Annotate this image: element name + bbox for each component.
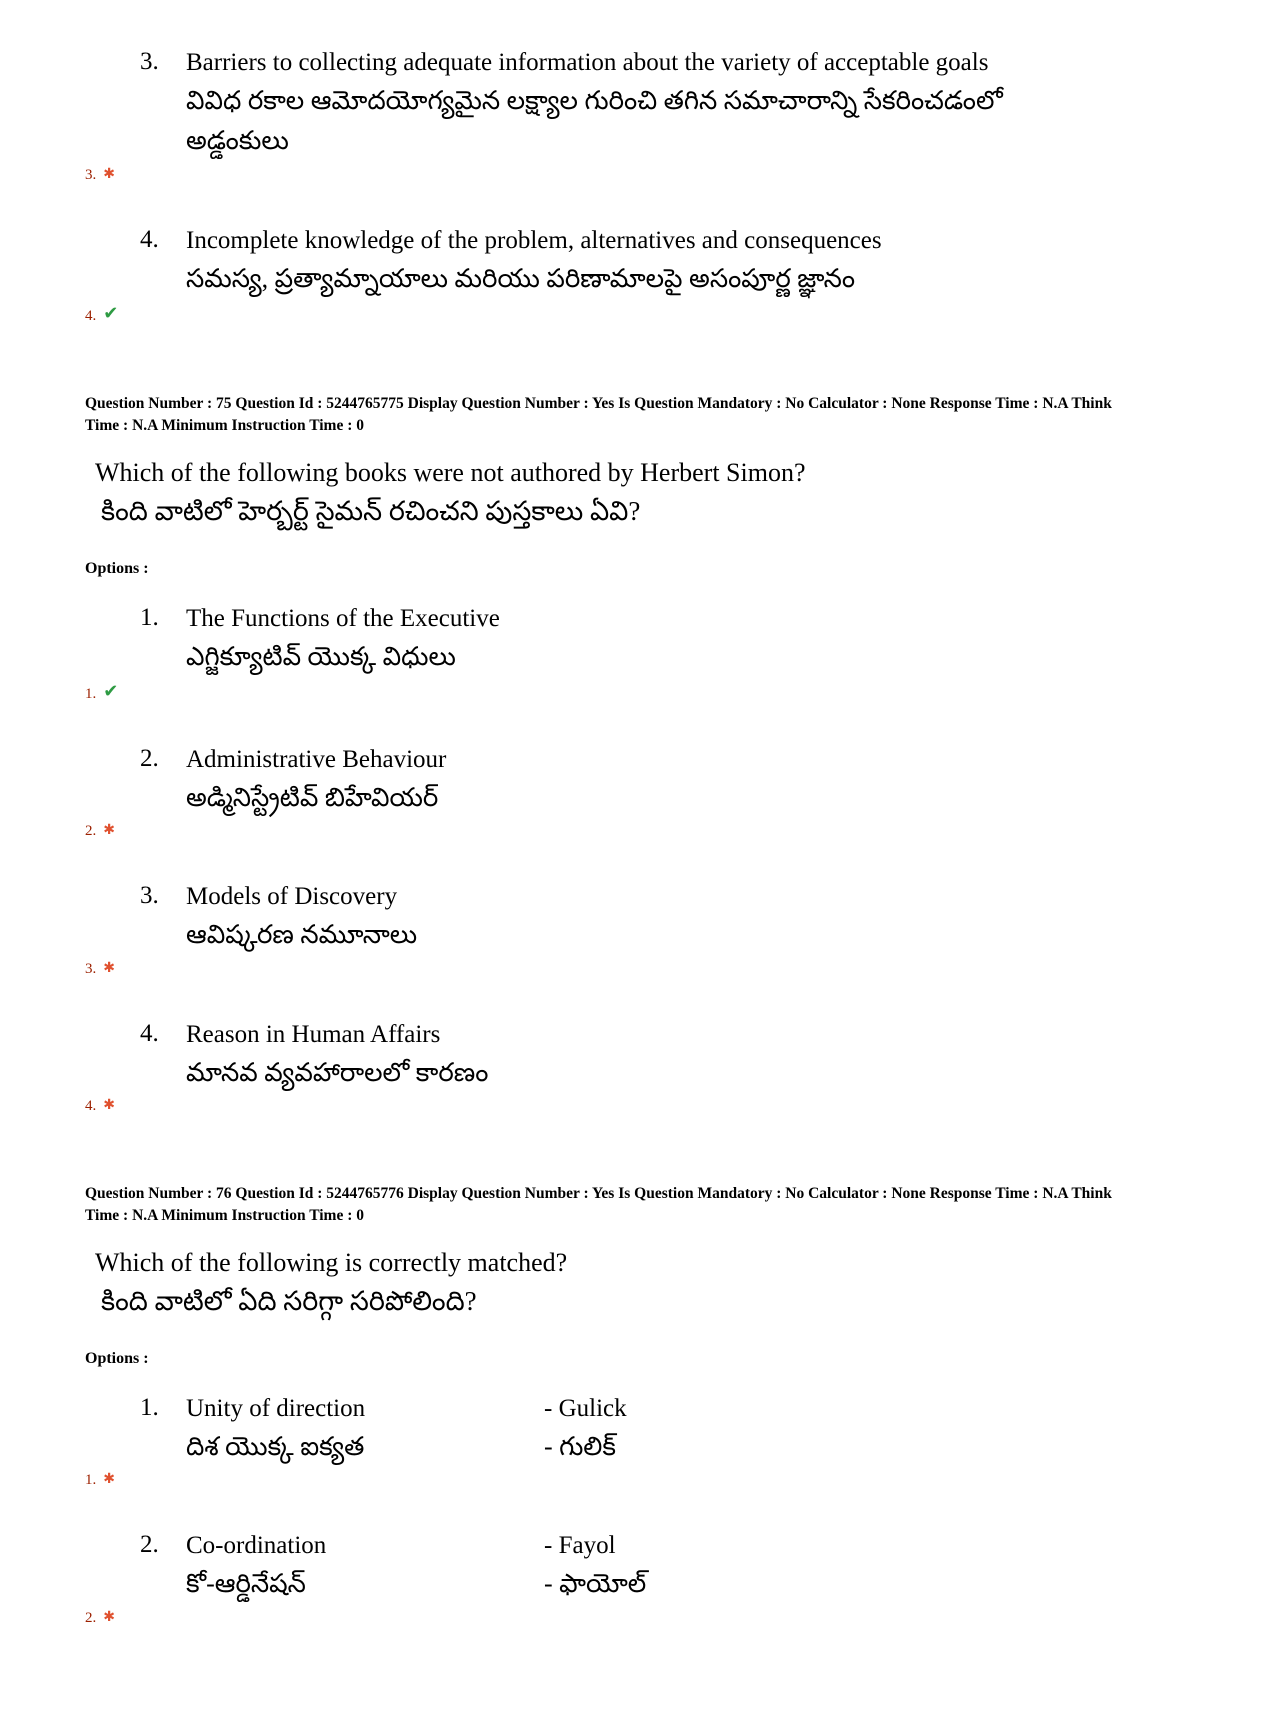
option-text-en: The Functions of the Executive [186,604,500,632]
answer-mark-icon: ✱ [103,1098,115,1114]
option-number: 2. [140,745,159,773]
option-match-te: - ఫాయోల్ [544,1569,647,1599]
answer-status [85,1097,1185,1115]
answer-status [85,303,1185,325]
option-text-te: కో-ఆర్డినేషన్ [186,1569,306,1599]
question-metadata: Question Number : 75 Question Id : 5244765775 Display Question Number : Yes Is Question Mandatory : No Calculator : None Response Time : N.A Think Time : N.A Minimum Instruction Time : 0 [85,394,1112,435]
answer-status [85,166,1185,184]
option-text-en: Unity of direction [186,1394,366,1422]
answer-mark-icon: ✱ [103,166,115,182]
option-text-te: ఆవిష్కరణ నమూనాలు [186,920,418,950]
option-number: 3. [140,882,159,910]
option-text-te: అడ్మినిస్ట్రేటివ్ బిహేవియర్ [186,783,439,813]
question-76 [85,1183,1185,1627]
option-text-en: Incomplete knowledge of the problem, alternatives and consequences [186,226,882,254]
option-number: 3. [140,48,159,75]
status-number: 4. [85,307,97,324]
status-number: 4. [85,1098,97,1115]
status-number: 1. [85,686,97,703]
options-label: Options : [85,1349,149,1367]
answer-mark-icon: ✔ [103,302,119,323]
answer-status [85,681,1185,703]
option-block [85,1529,1185,1626]
option-match-te: - గులిక్ [544,1431,616,1461]
answer-mark-icon: ✱ [103,823,115,839]
status-number: 1. [85,1472,97,1489]
previous-question-options [85,46,1185,325]
answer-mark-icon: ✔ [103,681,119,702]
option-block [85,602,1185,703]
answer-mark-icon: ✱ [103,1472,115,1488]
answer-status [85,1609,1185,1627]
question-75 [85,393,1185,1115]
option-text-en: Co-ordination [186,1532,327,1560]
option-text-te: ఎగ్జిక్యూటివ్ యొక్క విధులు [186,641,456,671]
option-text-te: మానవ వ్యవహారాలలో కారణం [186,1057,489,1087]
option-match-en: - Gulick [544,1394,627,1422]
answer-mark-icon: ✱ [103,1609,115,1625]
status-number: 3. [85,166,97,183]
status-number: 2. [85,823,97,840]
option-block [85,1392,1185,1489]
question-text-en: Which of the following is correctly matched? [95,1247,568,1277]
option-block [85,46,1185,184]
question-text-te: కింది వాటిలో హెర్బర్ట్ సైమన్ రచించని పుస్తకాలు ఏవి? [101,495,641,526]
options-label: Options : [85,559,149,577]
option-match-en: - Fayol [544,1532,616,1560]
option-number: 1. [140,1393,159,1421]
answer-status [85,960,1185,978]
option-number: 2. [140,1531,159,1559]
option-text-en: Administrative Behaviour [186,746,447,774]
option-block [85,743,1185,840]
answer-mark-icon: ✱ [103,960,115,976]
question-text-te: కింది వాటిలో ఏది సరిగ్గా సరిపోలింది? [101,1285,477,1316]
option-text-te: వివిధ రకాల ఆమోదయోగ్యమైన లక్ష్యాల గురించి తగిన సమాచారాన్ని సేకరించడంలో అడ్డంకులు [186,86,1003,156]
option-block [85,1018,1185,1115]
status-number: 2. [85,1609,97,1626]
option-text-te: సమస్య, ప్రత్యామ్నాయాలు మరియు పరిణామాలపై అసంపూర్ణ జ్ఞానం [186,263,856,293]
option-number: 4. [140,225,159,253]
answer-status [85,822,1185,840]
status-number: 3. [85,960,97,977]
option-block [85,880,1185,977]
option-number: 1. [140,603,159,631]
question-text-en: Which of the following books were not authored by Herbert Simon? [95,457,806,487]
option-block [85,224,1185,325]
question-metadata: Question Number : 76 Question Id : 5244765776 Display Question Number : Yes Is Question Mandatory : No Calculator : None Response Time : N.A Think Time : N.A Minimum Instruction Time : 0 [85,1185,1112,1225]
answer-status [85,1471,1185,1489]
option-text-en: Barriers to collecting adequate information about the variety of acceptable goals [186,49,989,76]
option-text-en: Reason in Human Affairs [186,1020,441,1048]
option-number: 4. [140,1019,159,1047]
option-text-en: Models of Discovery [186,883,398,911]
option-text-te: దిశ యొక్క ఐక్యత [186,1431,365,1461]
